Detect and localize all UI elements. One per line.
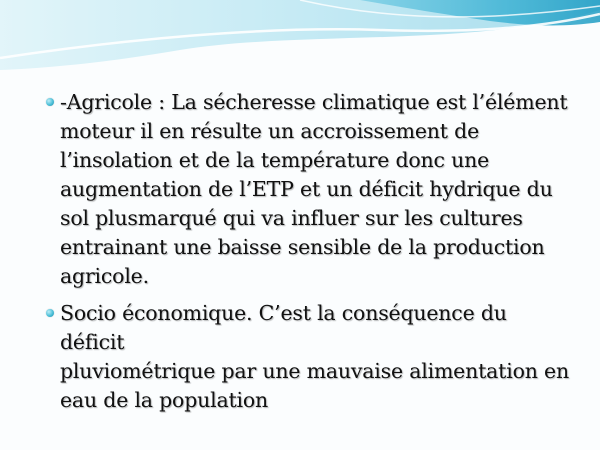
bullet-item-agricole xyxy=(46,88,576,291)
bullet-list xyxy=(46,88,576,423)
bullet-icon xyxy=(46,309,54,317)
bullet-text-socio-economique: Socio économique. C’est la conséquence du déficit pluviométrique par une mauvaise alimentation en eau de la population xyxy=(60,301,569,412)
header-wave-decoration xyxy=(0,0,600,90)
bullet-icon xyxy=(46,98,54,106)
bullet-text-agricole: -Agricole : La sécheresse climatique est l’élément moteur il en résulte un accroissement de l’insolation et de la température donc une augmentation de l’ETP et un déficit hydrique du sol plusmarqué qui va influer sur les cultures entrainant une baisse sensible de la production agricole. xyxy=(60,90,568,288)
bullet-item-socio-economique xyxy=(46,299,576,415)
